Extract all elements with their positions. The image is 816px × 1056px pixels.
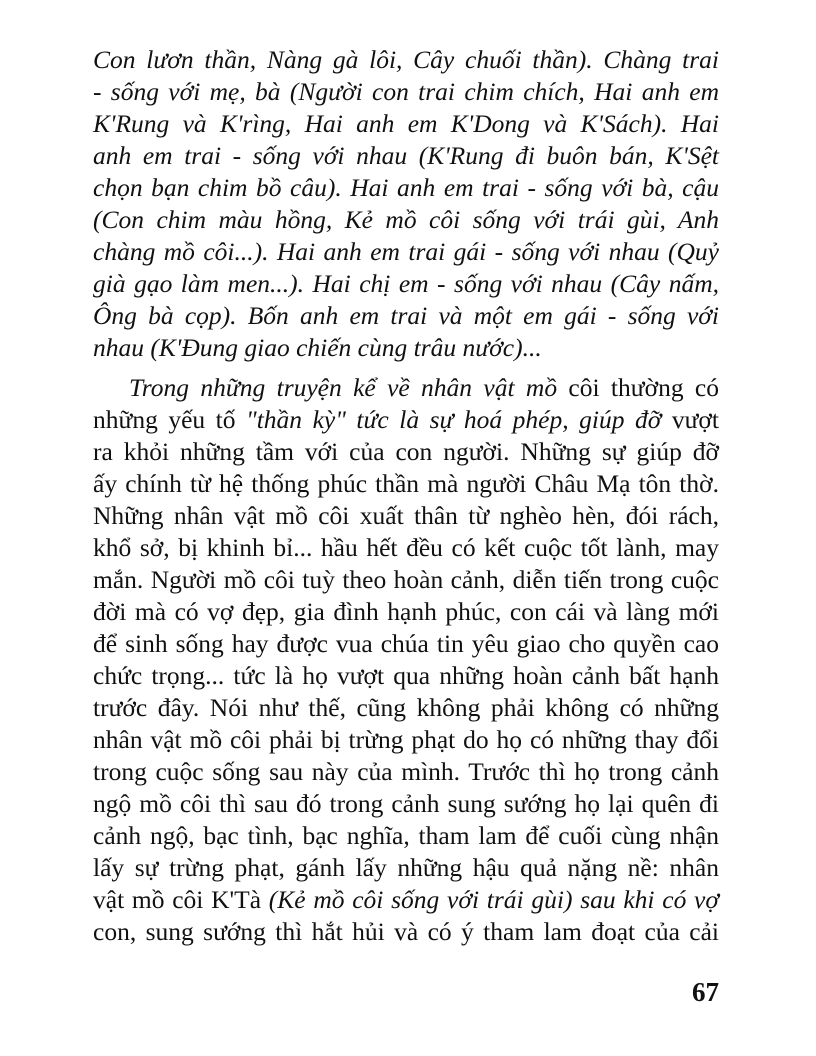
text-line (93, 884, 719, 916)
italic-phrase: "thần kỳ" tức là sự hoá phép, giúp đỡ (246, 405, 662, 434)
text-line: Con lươn thần, Nàng gà lôi, Cây chuối thần). Chàng trai (93, 45, 719, 74)
text-line: ra khỏi những tầm với của con người. Những sự giúp đỡ (93, 437, 719, 466)
text-line: khổ sở, bị khinh bỉ... hầu hết đều có kết cuộc tốt lành, may (93, 533, 719, 562)
book-page (93, 44, 719, 1044)
page-number: 67 (692, 977, 719, 1007)
text-line: đời mà có vợ đẹp, gia đình hạnh phúc, con cái và làng mới (93, 597, 719, 626)
text-line: K'Rung và K'rìng, Hai anh em K'Dong và K'Sách). Hai (93, 109, 719, 138)
text-line: (Con chim màu hồng, Kẻ mồ côi sống với trái gùi, Anh (93, 205, 719, 234)
text-line (129, 372, 719, 404)
text-line: cảnh ngộ, bạc tình, bạc nghĩa, tham lam để cuối cùng nhận (93, 821, 719, 850)
text-run: những yếu tố (93, 405, 247, 434)
text-line: già gạo làm men...). Hai chị em - sống với nhau (Cây nấm, (93, 269, 719, 298)
text-run: côi thường có (557, 373, 719, 402)
text-line: - sống với mẹ, bà (Người con trai chim chích, Hai anh em (93, 77, 719, 106)
text-line: trong cuộc sống sau này của mình. Trước thì họ trong cảnh (93, 757, 719, 786)
text-line: anh em trai - sống với nhau (K'Rung đi buôn bán, K'Sệt (93, 141, 719, 170)
text-line: nhân vật mồ côi phải bị trừng phạt do họ có những thay đổi (93, 725, 719, 754)
text-line: nhau (K'Đung giao chiến cùng trâu nước)... (93, 333, 542, 362)
text-line: mắn. Người mồ côi tuỳ theo hoàn cảnh, diễn tiến trong cuộc (93, 565, 719, 594)
text-line: lấy sự trừng phạt, gánh lấy những hậu quả nặng nề: nhân (93, 853, 719, 882)
text-line: ngộ mồ côi thì sau đó trong cảnh sung sướng họ lại quên đi (93, 789, 719, 818)
text-line: chức trọng... tức là họ vượt qua những hoàn cảnh bất hạnh (93, 661, 719, 690)
text-line: trước đây. Nói như thế, cũng không phải không có những (93, 693, 719, 722)
text-line: chàng mồ côi...). Hai anh em trai gái - sống với nhau (Quỷ (93, 237, 719, 266)
text-line: để sinh sống hay được vua chúa tin yêu giao cho quyền cao (93, 629, 719, 658)
italic-phrase: Trong những truyện kể về nhân vật mồ (129, 373, 558, 402)
text-line: Ông bà cọp). Bốn anh em trai và một em gái - sống với (93, 301, 719, 330)
text-run: vật mồ côi K'Tà (93, 885, 269, 914)
text-line: ấy chính từ hệ thống phúc thần mà người Châu Mạ tôn thờ. (93, 469, 719, 498)
text-run: vượt (661, 405, 719, 434)
text-line (93, 404, 719, 436)
text-line: chọn bạn chim bồ câu). Hai anh em trai - sống với bà, cậu (93, 173, 719, 202)
italic-phrase: (Kẻ mồ côi sống với trái gùi) sau khi có vợ (268, 885, 719, 914)
text-line: con, sung sướng thì hắt hủi và có ý tham lam đoạt của cải (93, 917, 719, 946)
text-line: Những nhân vật mồ côi xuất thân từ nghèo hèn, đói rách, (93, 501, 719, 530)
